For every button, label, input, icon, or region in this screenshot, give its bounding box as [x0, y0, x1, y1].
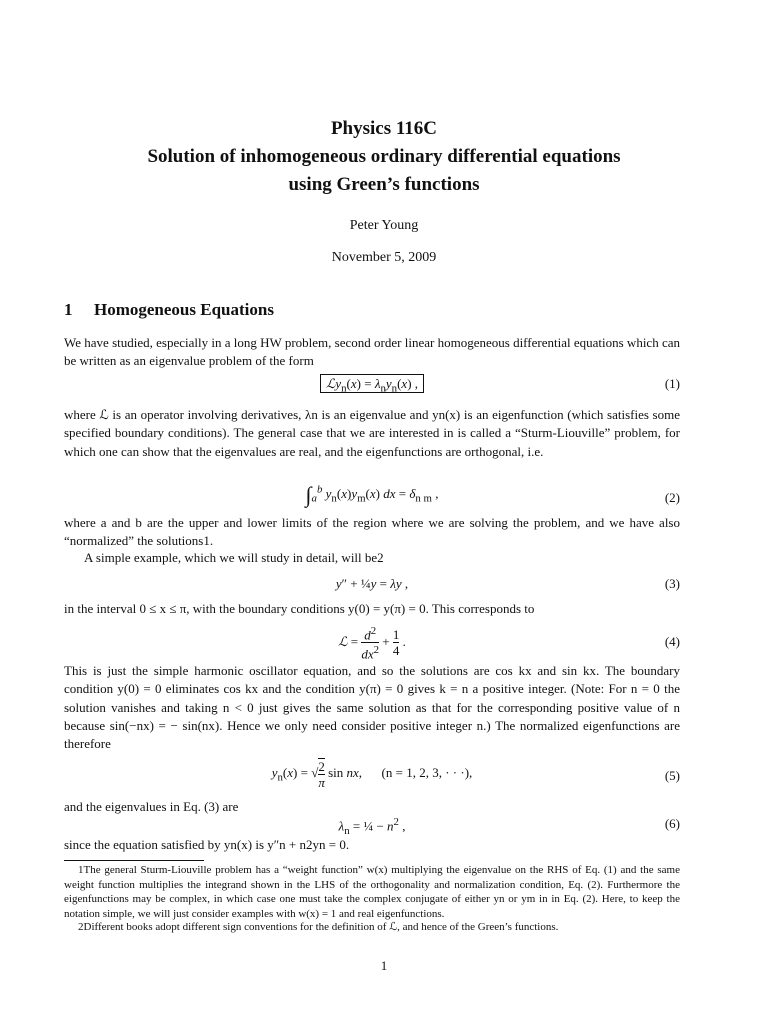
equation-2-number: (2) — [664, 490, 680, 505]
paragraph-3: where a and b are the upper and lower limits of the region where we are solving the problem, and we have also “normalized” the solutions1. — [64, 515, 680, 549]
paragraph-6: This is just the simple harmonic oscillator equation, and so the solutions are cos kx and sin kx. The boundary condition y(0) = 0 eliminates cos kx and the condition y(π) = 0 gives k = n a positive integer. (Note: For n = 0 the solution vanishes and taking n < 0 just gives the same solution as that for the corresponding positive value of n because sin(−nx) = − sin(nx). Hence we only need consider positive integer n.) The normalized eigenfunctions are therefore — [64, 663, 680, 752]
page-number: 1 — [380, 958, 388, 973]
equation-5-number: (5) — [664, 768, 680, 783]
author: Peter Young — [349, 218, 419, 233]
equation-1-body: ℒy$_n$(x) = $\lambda_ny_n(x)$ , — [64, 376, 680, 395]
equation-3-number: (3) — [664, 576, 680, 591]
equation-4 — [64, 624, 680, 660]
equation-5-condition: (n = 1, 2, 3, · · ·), — [381, 764, 473, 780]
date: November 5, 2009 — [331, 250, 437, 265]
footnote-rule — [64, 860, 204, 861]
paragraph-5: in the interval 0 ≤ x ≤ π, with the boundary conditions y(0) = y(π) = 0. This corresponds to — [64, 601, 535, 616]
equation-6-number: (6) — [664, 816, 680, 831]
equation-5 — [64, 758, 680, 798]
paper-title-line1: Physics 116C — [330, 118, 438, 139]
section-heading — [64, 300, 274, 320]
paragraph-2: where ℒ is an operator involving derivatives, λn is an eigenvalue and yn(x) is an eigenfunction (which satisfies some specified boundary conditions). The general case that we are interested in is called a “Sturm-Liouville” problem, for which one can show that the eigenvalues are real, and the eigenfunctions are orthogonal, i.e. — [64, 407, 680, 459]
equation-4-number: (4) — [664, 634, 680, 649]
paragraph-1: We have studied, especially in a long HW problem, second order linear homogeneous differential equations which can be written as an eigenvalue problem of the form — [64, 335, 680, 369]
paragraph-8: since the equation satisfied by yn(x) is y″n + n2yn = 0. — [64, 837, 350, 852]
equation-1 — [64, 376, 680, 406]
paragraph-4: A simple example, which we will study in detail, will be2 — [84, 550, 384, 565]
equation-2-body: $\int_a^b$ $y_n(x)y_m(x)$ dx = $\delta_{n m}$ , — [305, 482, 439, 507]
footnote-2: 2Different books adopt different sign conventions for the definition of ℒ, and hence of the Green’s functions. — [78, 921, 559, 933]
equation-6-body: $\lambda_n$ = ¼ − $n^2$ , — [338, 816, 406, 837]
paragraph-7: and the eigenvalues in Eq. (3) are — [64, 799, 239, 814]
equation-4-body: ℒ = $\frac{d^2}{dx^2}$ + $\frac{1}{4}$ . — [338, 625, 406, 662]
paper-title-line3: using Green’s functions — [288, 174, 480, 195]
paper-title-line2: Solution of inhomogeneous ordinary differential equations — [147, 146, 621, 167]
equation-1-number: (1) — [664, 376, 680, 391]
equation-3-body: y″ + ¼y = λy , — [335, 576, 409, 591]
equation-5-body: $y_n(x)$ = √ $\frac{2}{\pi}$ sin nx, (n = 1, 2, 3, · · ·), — [271, 759, 473, 790]
footnote-1: 1The general Sturm-Liouville problem has a “weight function” w(x) multiplying the eigenvalue on the RHS of Eq. (1) and the same weight function multiplies the integrand shown in the LHS of the orthogonality and normalization condition, Eq. (2). Furthermore the eigenfunctions may be complex, in which case one must take the complex conjugate of either yn or ym in in Eq. (2). Here, to keep the notation simple, we will just consider examples with w(x) = 1 and real eigenfunctions. — [64, 864, 680, 920]
equation-2 — [64, 482, 680, 518]
section-number: 1 — [64, 300, 73, 319]
section-title: Homogeneous Equations — [94, 300, 274, 319]
